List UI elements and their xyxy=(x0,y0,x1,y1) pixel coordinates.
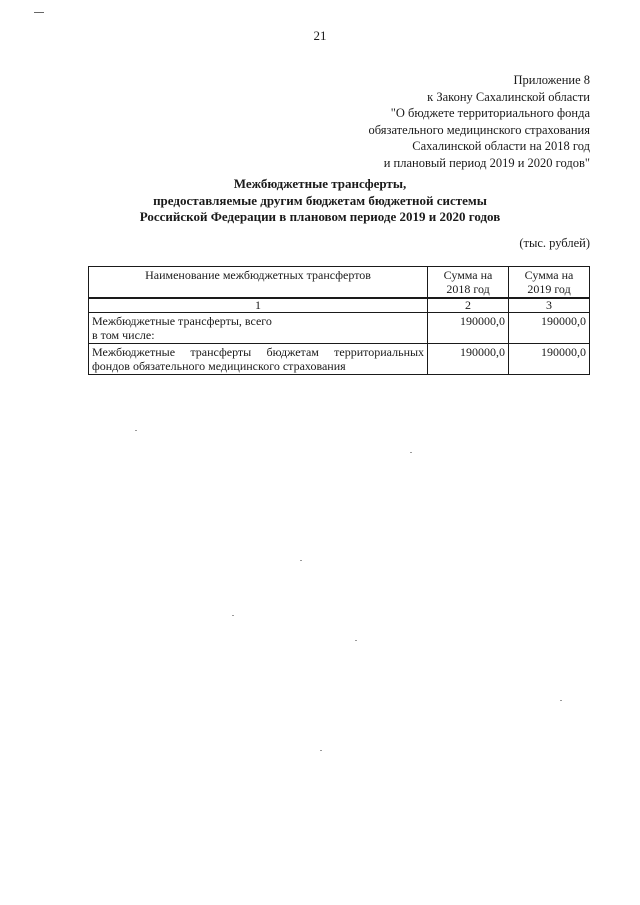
scan-speck xyxy=(320,750,322,751)
header-name: Наименование межбюджетных трансфертов xyxy=(89,267,428,299)
header-sum-2018: Сумма на 2018 год xyxy=(428,267,509,299)
table-row xyxy=(89,313,590,344)
scan-speck xyxy=(232,615,234,616)
appendix-line: и плановый период 2019 и 2020 годов" xyxy=(383,155,590,170)
column-number-row xyxy=(89,298,590,313)
row-sum-2018: 190000,0 xyxy=(428,344,509,375)
column-number: 1 xyxy=(89,298,428,313)
title-line: Межбюджетные трансферты, xyxy=(233,176,407,191)
units-label: (тыс. рублей) xyxy=(519,236,590,250)
page-number: 21 xyxy=(313,28,327,43)
appendix-line: обязательного медицинского страхования xyxy=(368,122,590,137)
row-sum-2018: 190000,0 xyxy=(428,313,509,344)
row-name: Межбюджетные трансферты, всего xyxy=(92,314,272,328)
scan-speck xyxy=(560,700,562,701)
table-header-row xyxy=(89,267,590,299)
row-sublabel: в том числе: xyxy=(92,328,155,342)
scan-speck xyxy=(355,640,357,641)
appendix-line: "О бюджете территориального фонда xyxy=(390,106,590,120)
scan-speck xyxy=(300,560,302,561)
appendix-line: Приложение 8 xyxy=(513,73,590,87)
title-line: Российской Федерации в плановом периоде 2019 и 2020 годов xyxy=(139,209,501,224)
row-sum-2019: 190000,0 xyxy=(509,344,590,375)
transfers-table xyxy=(88,266,590,375)
appendix-line: Сахалинской области на 2018 год xyxy=(412,139,590,153)
header-sum-2019: Сумма на 2019 год xyxy=(509,267,590,299)
title-line: предоставляемые другим бюджетам бюджетной системы xyxy=(153,192,487,208)
scan-speck xyxy=(135,430,137,431)
column-number: 3 xyxy=(509,298,590,313)
scan-speck xyxy=(410,452,412,453)
row-name-cell xyxy=(89,313,428,344)
appendix-line: к Закону Сахалинской области xyxy=(427,89,590,104)
row-sum-2019: 190000,0 xyxy=(509,313,590,344)
scan-mark xyxy=(34,12,44,13)
row-name: Межбюджетные трансферты бюджетам территориальных фондов обязательного медицинского страхования xyxy=(89,344,428,375)
appendix-reference xyxy=(260,72,590,171)
table-row xyxy=(89,344,590,375)
column-number: 2 xyxy=(428,298,509,313)
document-title xyxy=(0,176,640,226)
